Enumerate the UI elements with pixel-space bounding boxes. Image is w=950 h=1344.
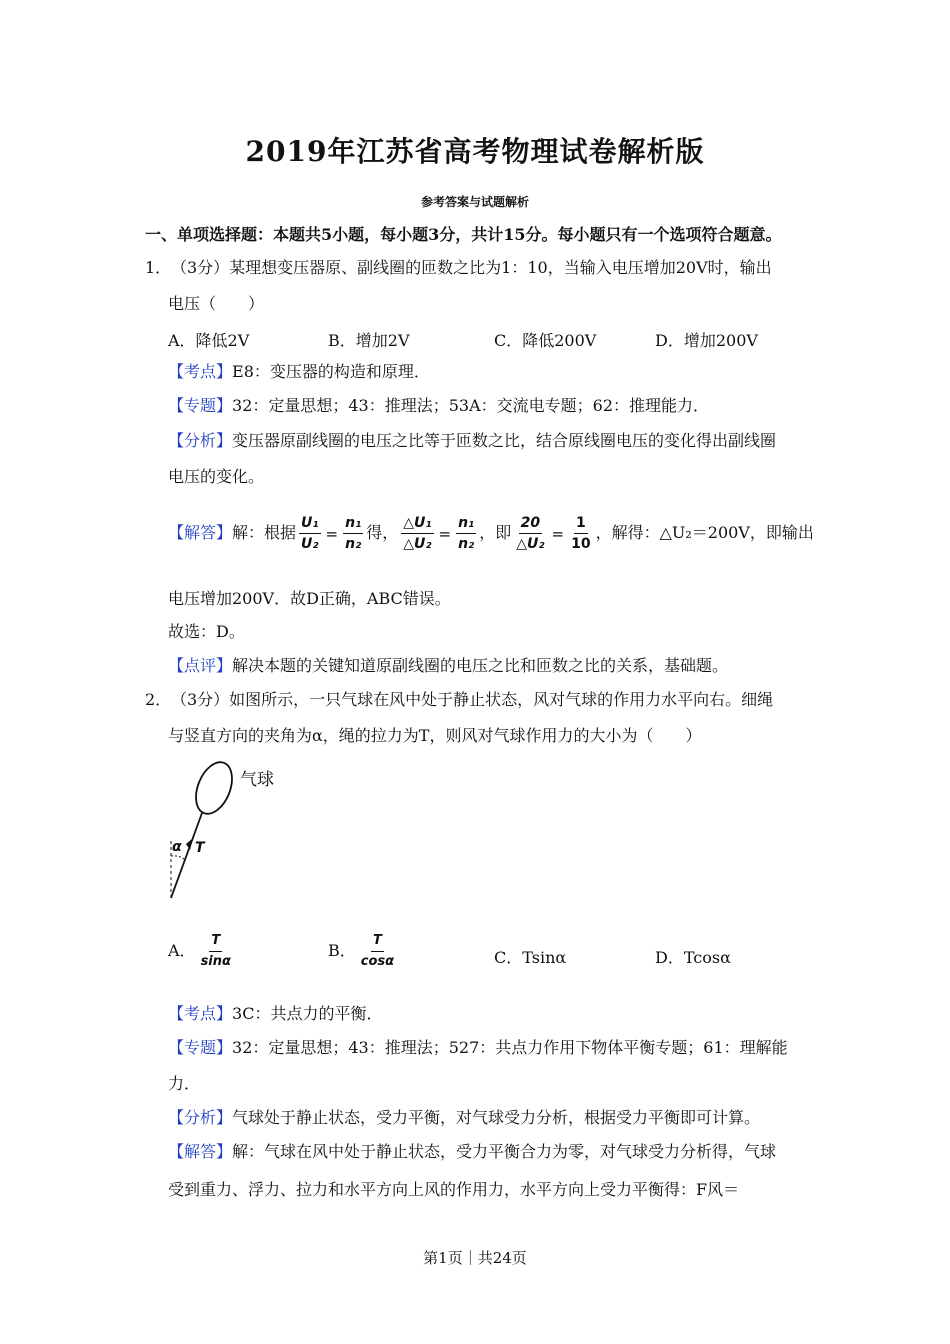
q2-zhuanti-line1: 【专题】32：定量思想；43：推理法；527：共点力作用下物体平衡专题；61：理解能 [168, 1038, 788, 1057]
q1-fraction-du1-du2: $\frac{\text{△U₁}}{\text{△U₂}}$ [403, 515, 432, 552]
q1-fraction-20-du2: $\frac{20}{\text{△U₂}}$ [516, 515, 545, 552]
balloon-figure [168, 758, 298, 907]
q1-fenxi-line1: 【分析】变压器原副线圈的电压之比等于匝数之比，结合原线圈电压的变化得出副线圈 [168, 431, 777, 450]
q1-kaodian: 【考点】E8：变压器的构造和原理． [168, 362, 430, 381]
page-title: 2019年江苏省高考物理试卷解析版 [245, 135, 705, 168]
q2-option-c: C．Tsinα [494, 948, 567, 967]
page-footer: 第1页｜共24页 [423, 1249, 527, 1267]
angle-label: α [172, 839, 182, 855]
q2-jieda-line2: 受到重力、浮力、拉力和水平方向上风的作用力，水平方向上受力平衡得：F风＝ [168, 1180, 740, 1199]
angle-arc [171, 856, 185, 860]
q2-stem-line1: 2．（3分）如图所示，一只气球在风中处于静止状态，风对气球的作用力水平向右。细绳 [145, 690, 774, 709]
q1-fraction-u1-u2: $\frac{\text{U₁}}{\text{U₂}}$ [301, 515, 319, 552]
q1-option-b: B．增加2V [328, 331, 410, 350]
q1-number: 1． [145, 258, 172, 277]
q1-option-c: C．降低200V [494, 331, 597, 350]
section-heading: 一、单项选择题：本题共5小题，每小题3分，共计15分。每小题只有一个选项符合题意。 [145, 225, 782, 244]
q2-option-d: D．Tcosα [655, 948, 731, 967]
q1-stem-line2: 电压（ ） [168, 294, 265, 313]
q1-jieda-line2: 电压增加200V．故D正确，ABC错误。 [168, 589, 451, 608]
q1-jieda-line1: 【解答】解：根据 $\frac{\text{U₁}}{\text{U₂}}$ = $\frac{\text{n₁}}{\text{n₂}}$ 得， $\frac{\text{△U₁}}{\text{△U₂}}$ = $\frac{\text{n₁}}{\text{n₂}}$ ，即 $\frac{20}{\text{△U₂}}$ = $\frac{1}{10}$ ，解得：△U₂＝200V，即输出 [168, 515, 814, 552]
q1-fraction-1-10: $\frac{1}{10}$ [571, 515, 591, 552]
balloon-label: 气球 [240, 770, 274, 790]
q1-fraction-n1-n2-b: $\frac{\text{n₁}}{\text{n₂}}$ [458, 515, 475, 552]
q1-fenxi-line2: 电压的变化。 [168, 467, 265, 486]
q2-kaodian: 【考点】3C：共点力的平衡． [168, 1004, 383, 1023]
q2-option-a: A． $\frac{T}{\sin\alpha}$ [168, 933, 231, 969]
tension-label: T [195, 840, 205, 856]
tension-arrow [186, 838, 193, 850]
q2-stem-line2: 与竖直方向的夹角为α，绳的拉力为T，则风对气球作用力的大小为（ ） [168, 726, 702, 745]
q2-option-a-fraction: $\frac{T}{\sin\alpha}$ [200, 933, 231, 969]
q2-zhuanti-line2: 力． [168, 1074, 201, 1093]
q2-jieda-line1: 【解答】解：气球在风中处于静止状态，受力平衡合力为零，对气球受力分析得，气球 [168, 1142, 777, 1161]
q1-fraction-n1-n2: $\frac{\text{n₁}}{\text{n₂}}$ [345, 515, 362, 552]
q2-number: 2． [145, 690, 172, 709]
q2-option-b-fraction: $\frac{T}{\cos\alpha}$ [360, 933, 395, 969]
q1-stem-line1: 1．（3分）某理想变压器原、副线圈的匝数之比为1：10，当输入电压增加20V时，输出 [145, 258, 772, 277]
q1-dianping: 【点评】解决本题的关键知道原副线圈的电压之比和匝数之比的关系，基础题。 [168, 656, 729, 675]
q1-answer: 故选：D。 [168, 622, 245, 641]
page-subtitle: 参考答案与试题解析 [420, 195, 529, 209]
balloon-shape [189, 758, 239, 819]
q2-fenxi: 【分析】气球处于静止状态，受力平衡，对气球受力分析，根据受力平衡即可计算。 [168, 1108, 761, 1127]
q2-option-b: B． $\frac{T}{\cos\alpha}$ [328, 933, 395, 969]
q1-option-a: A．降低2V [168, 331, 250, 350]
q1-option-d: D．增加200V [655, 331, 758, 350]
q1-zhuanti: 【专题】32：定量思想；43：推理法；53A：交流电专题；62：推理能力． [168, 396, 710, 415]
